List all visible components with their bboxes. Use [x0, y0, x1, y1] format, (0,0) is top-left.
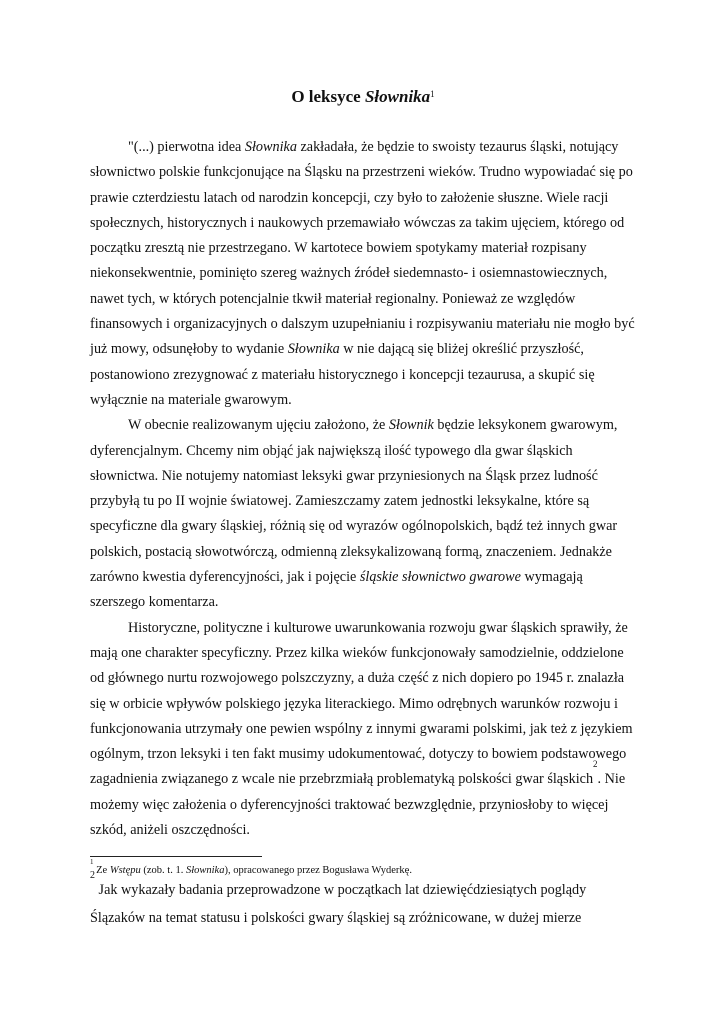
- paragraph: [90, 413, 636, 615]
- title-italic: Słownika: [364, 87, 431, 106]
- footnote-2-line-1: Jak wykazały badania przeprowadzone w początkach lat dziewięćdziesiątych poglądy: [95, 882, 587, 898]
- text-run: W obecnie realizowanym ujęciu założono, że: [128, 417, 389, 434]
- text-run: będzie leksykonem gwarowym, dyferencjalnym. Chcemy nim objąć jak największą ilość typowego dla gwar śląskich słownictwa. Nie notujemy natomiast leksyki gwar przyniesionych na Śląsk przez ludność przybyłą tu po II wojnie światowej. Zamieszczamy zatem jednostki leksykalne, które są specyficzne dla gwary śląskiej, różnią się od wyrazów ogólnopolskich, bądź też innych gwar polskich, postacią słowotwórczą, odmienną zleksykalizowaną formą, znaczeniem. Jednakże zarówno kwestia dyferencyjności, jak i pojęcie: [90, 417, 618, 586]
- footnote-reference: 1: [90, 858, 94, 866]
- footnote-1: [90, 858, 636, 878]
- paragraph: [90, 616, 636, 844]
- text-run: (zob. t. 1.: [140, 865, 186, 876]
- title-footnote-mark: 1: [430, 89, 435, 99]
- footnote-2-mark: 2: [90, 870, 95, 881]
- document-body: [90, 135, 636, 843]
- italic-text: Słownika: [244, 139, 297, 155]
- text-run: Ze: [93, 865, 110, 876]
- text-run: ), opracowanego przez Bogusława Wyderkę.: [224, 865, 412, 876]
- text-run: Historyczne, polityczne i kulturowe uwarunkowania rozwoju gwar śląskich sprawiły, że mają one charakter specyficzny. Przez kilka wieków funkcjonowały samodzielnie, oddzielone od głównego nurtu rozwojowego polszczyzny, a duża część z nich dopiero po 1945 r. znalazła się w orbicie wpływów polskiego języka literackiego. Mimo odrębnych warunków rozwoju i funkcjonowania utrzymały one pewien wspólny z innymi gwarami polskimi, jak też z językiem ogólnym, trzon leksyki i ten fakt musimy udokumentować, dotyczy to bowiem podstawowego zagadnienia związanego z wcale nie przebrzmiałą problematyką polskości gwar śląskich: [90, 619, 633, 788]
- paragraph: [90, 135, 636, 413]
- title-prefix: O leksyce: [291, 87, 365, 106]
- footnotes: [90, 858, 636, 931]
- italic-text: Słownika: [287, 341, 340, 358]
- footnote-reference: 2: [593, 759, 598, 770]
- italic-text: śląskie słownictwo gwarowe: [359, 569, 521, 586]
- text-run: . Nie możemy więc założenia o dyferencyjności traktować bezwzględnie, przyniosłoby to więcej szkód, aniżeli oszczędności.: [90, 771, 626, 839]
- text-run: w nie dającą się bliżej określić przyszłość, postanowiono zrezygnować z materiału historycznego i koncepcji tezaurusa, a skupić się wyłącznie na materiale gwarowym.: [90, 341, 595, 408]
- italic-text: Wstępu: [109, 865, 141, 876]
- text-run: wymagają szerszego komentarza.: [90, 569, 583, 611]
- italic-text: Słownik: [388, 417, 434, 434]
- footnote-separator: [90, 856, 262, 857]
- text-run: "(...) pierwotna idea: [128, 139, 245, 155]
- text-run: zakładała, że będzie to swoisty tezaurus śląski, notujący słownictwo polskie funkcjonujące na Śląsku na przestrzeni wieków. Trudno wypowiadać się po prawie czterdziestu latach od narodzin koncepcji, czy było to założenie słuszne. Wiele racji społecznych, historycznych i naukowych przemawiało wówczas za takim ujęciem, którego od początku zresztą nie przestrzegano. W kartotece bowiem spotykamy materiał rozpisany niekonsekwentnie, pominięto szereg ważnych źródeł siedemnasto- i osiemnastowiecznych, nawet tych, w których potencjalnie tkwił materiał regionalny. Ponieważ ze względów finansowych i organizacyjnych o dalszym uzupełnianiu i rozpisywaniu materiału nie mogło być już mowy, odsunęłoby to wydanie: [90, 139, 635, 358]
- italic-text: Słownika: [185, 865, 225, 876]
- footnote-2-line-2: Ślązaków na temat statusu i polskości gwary śląskiej są zróżnicowane, w dużej mierze: [90, 910, 582, 926]
- document-title: [90, 86, 636, 108]
